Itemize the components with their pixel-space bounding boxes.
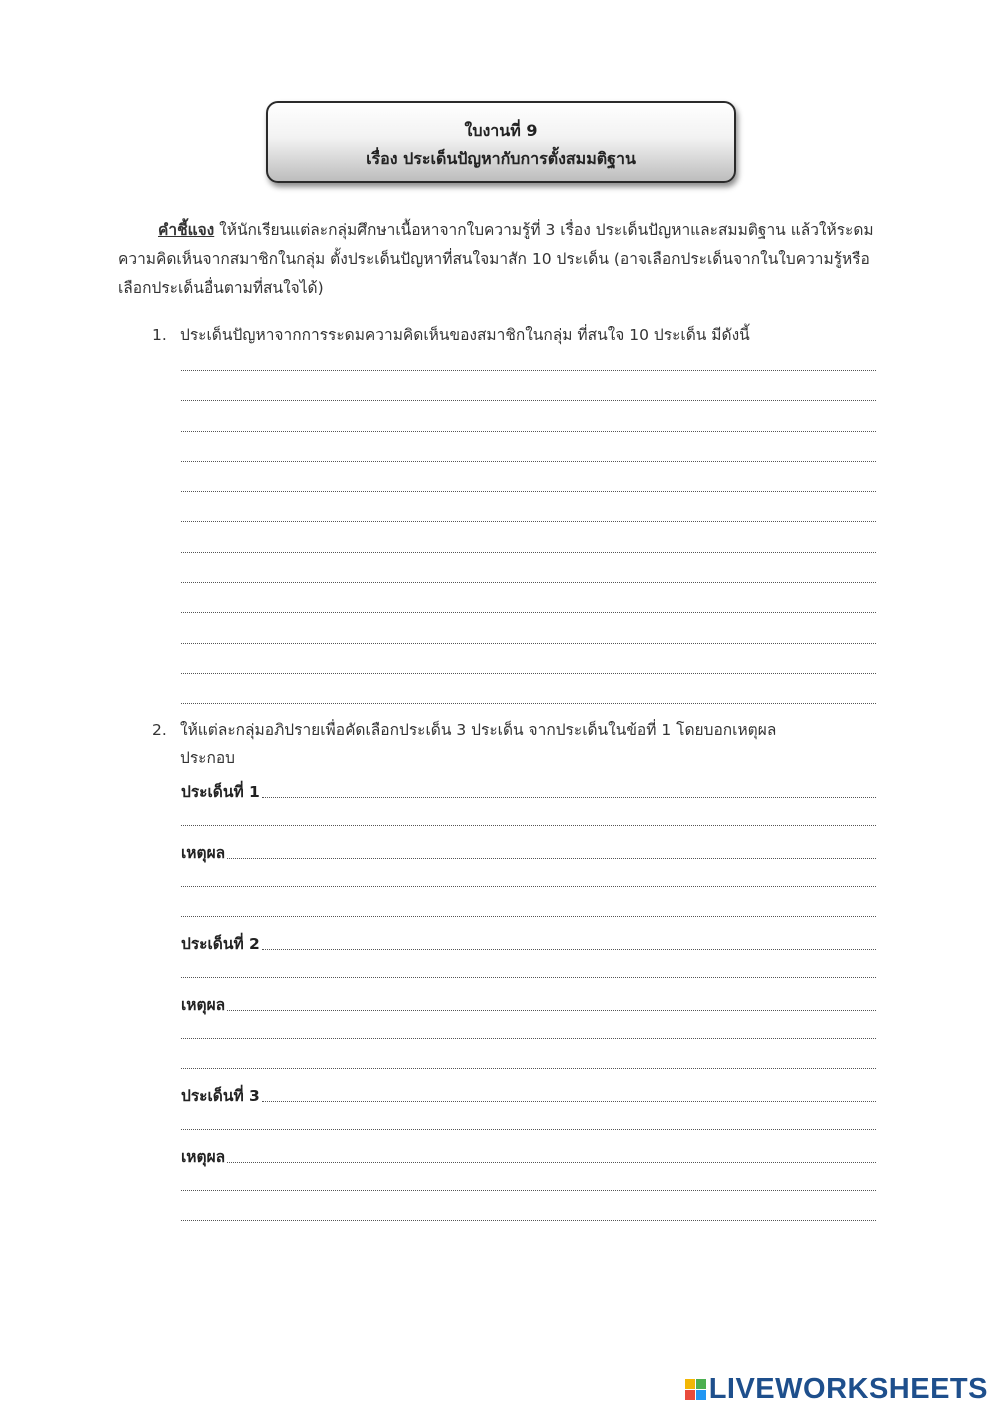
- answer-line[interactable]: [181, 461, 876, 462]
- reason-3-label: เหตุผล: [181, 1148, 226, 1166]
- answer-line[interactable]: [181, 612, 876, 613]
- issue-3-field[interactable]: [181, 1080, 876, 1106]
- worksheet-title-box: [266, 101, 736, 183]
- answer-line[interactable]: [181, 886, 876, 887]
- fill-line[interactable]: [262, 949, 876, 950]
- issue-2-field[interactable]: [181, 928, 876, 954]
- instructions-text: ให้นักเรียนแต่ละกลุ่มศึกษาเนื้อหาจากใบความรู้ที่ 3 เรื่อง ประเด็นปัญหาและสมมติฐาน แล้วให้ระดมความคิดเห็นจากสมาชิกในกลุ่ม ตั้งประเด็นปัญหาที่สนใจมาสัก 10 ประเด็น (อาจเลือกประเด็นจากในใบความรู้หรือเลือกประเด็นอื่นตามที่สนใจได้): [118, 221, 874, 297]
- logo-tile-blue: [696, 1390, 706, 1400]
- question-number: 1.: [152, 326, 167, 344]
- instructions-label: คำชี้แจง: [158, 221, 215, 239]
- answer-line[interactable]: [181, 916, 876, 917]
- liveworksheets-icon: [685, 1379, 706, 1400]
- issue-1-field[interactable]: [181, 776, 876, 802]
- fill-line[interactable]: [262, 1101, 876, 1102]
- question-text: ประเด็นปัญหาจากการระดมความคิดเห็นของสมาชิกในกลุ่ม ที่สนใจ 10 ประเด็น มีดังนี้: [180, 326, 750, 344]
- answer-line[interactable]: [181, 370, 876, 371]
- answer-line[interactable]: [181, 673, 876, 674]
- reason-1-field[interactable]: [181, 837, 876, 863]
- worksheet-title: ใบงานที่ 9: [464, 121, 538, 140]
- reason-2-field[interactable]: [181, 989, 876, 1015]
- question-text-continued: ประกอบ: [180, 749, 236, 767]
- worksheet-subtitle: เรื่อง ประเด็นปัญหากับการตั้งสมมติฐาน: [366, 149, 636, 168]
- logo-tile-yellow: [685, 1379, 695, 1389]
- answer-line[interactable]: [181, 552, 876, 553]
- reason-2-label: เหตุผล: [181, 996, 226, 1014]
- liveworksheets-wordmark: LIVEWORKSHEETS: [708, 1372, 988, 1405]
- answer-line[interactable]: [181, 400, 876, 401]
- logo-tile-red: [685, 1390, 695, 1400]
- question-text: ให้แต่ละกลุ่มอภิปรายเพื่อคัดเลือกประเด็น 3 ประเด็น จากประเด็นในข้อที่ 1 โดยบอกเหตุผล: [180, 721, 777, 739]
- question-2: [152, 716, 776, 772]
- answer-line[interactable]: [181, 582, 876, 583]
- reason-1-label: เหตุผล: [181, 844, 226, 862]
- answer-line[interactable]: [181, 1038, 876, 1039]
- answer-line[interactable]: [181, 1190, 876, 1191]
- answer-line[interactable]: [181, 1129, 876, 1130]
- issue-1-label: ประเด็นที่ 1: [181, 783, 260, 801]
- answer-line[interactable]: [181, 643, 876, 644]
- liveworksheets-logo: [685, 1372, 988, 1406]
- logo-tile-green: [696, 1379, 706, 1389]
- answer-line[interactable]: [181, 825, 876, 826]
- question-number: 2.: [152, 721, 167, 739]
- answer-line[interactable]: [181, 1068, 876, 1069]
- answer-line[interactable]: [181, 431, 876, 432]
- fill-line[interactable]: [262, 797, 876, 798]
- answer-line[interactable]: [181, 977, 876, 978]
- fill-line[interactable]: [227, 1162, 876, 1163]
- answer-line[interactable]: [181, 521, 876, 522]
- issue-2-label: ประเด็นที่ 2: [181, 935, 260, 953]
- answer-line[interactable]: [181, 703, 876, 704]
- issue-3-label: ประเด็นที่ 3: [181, 1087, 260, 1105]
- fill-line[interactable]: [227, 858, 876, 859]
- instructions-paragraph: [118, 216, 878, 303]
- answer-line[interactable]: [181, 1220, 876, 1221]
- answer-line[interactable]: [181, 491, 876, 492]
- fill-line[interactable]: [227, 1010, 876, 1011]
- reason-3-field[interactable]: [181, 1141, 876, 1167]
- question-1: [152, 321, 750, 349]
